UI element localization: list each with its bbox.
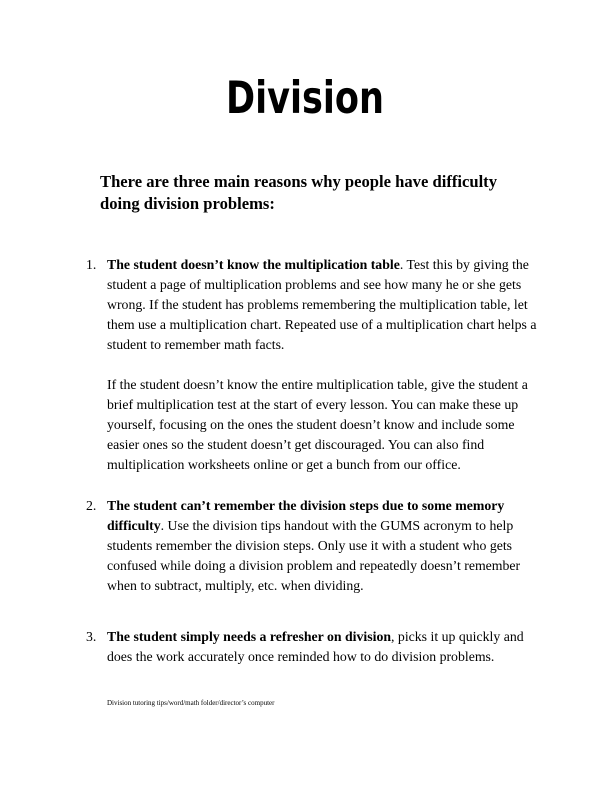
reason-body (107, 255, 541, 475)
reason-paragraph (107, 627, 541, 667)
reason-body (107, 627, 541, 667)
page-title: Division (226, 72, 384, 125)
reason-text: . Test this by giving the student a page of multiplication problems and see how many he or she gets wrong. If the student has problems remembering the multiplication table, let them use a multiplication chart. Repeated use of a multiplication chart helps a student to remember math facts. (107, 257, 537, 352)
reason-extra-paragraph: If the student doesn’t know the entire multiplication table, give the student a brief multiplication test at the start of every lesson. You can make these up yourself, focusing on the ones the student doesn’t know and include some easier ones so the student doesn’t get discouraged. You can also find multiplication worksheets online or get a bunch from our office. (107, 377, 528, 472)
reason-lead: The student doesn’t know the multiplication table (107, 257, 400, 272)
title-wordart (220, 68, 390, 130)
intro-heading: There are three main reasons why people have difficulty doing division problems: (100, 172, 498, 213)
reason-paragraph (107, 496, 541, 596)
reason-lead: The student can’t remember the division steps due to some memory difficulty (107, 498, 505, 533)
reason-text: . Use the division tips handout with the GUMS acronym to help students remember the division steps. Only use it with a student who gets confused while doing a division problem and repeatedly doesn’t remember when to subtract, multiply, etc. when dividing. (107, 518, 521, 593)
reason-lead: The student simply needs a refresher on division (107, 629, 392, 644)
reason-text: , picks it up quickly and does the work accurately once reminded how to do division problems. (107, 629, 524, 664)
reason-paragraph (107, 255, 541, 355)
reason-number: 3. (86, 629, 97, 644)
reason-body (107, 496, 541, 596)
reason-number: 1. (86, 257, 97, 272)
reason-number: 2. (86, 498, 97, 513)
title-graphic (220, 68, 390, 130)
footer-note: Division tutoring tips/word/math folder/director’s computer (107, 699, 275, 707)
